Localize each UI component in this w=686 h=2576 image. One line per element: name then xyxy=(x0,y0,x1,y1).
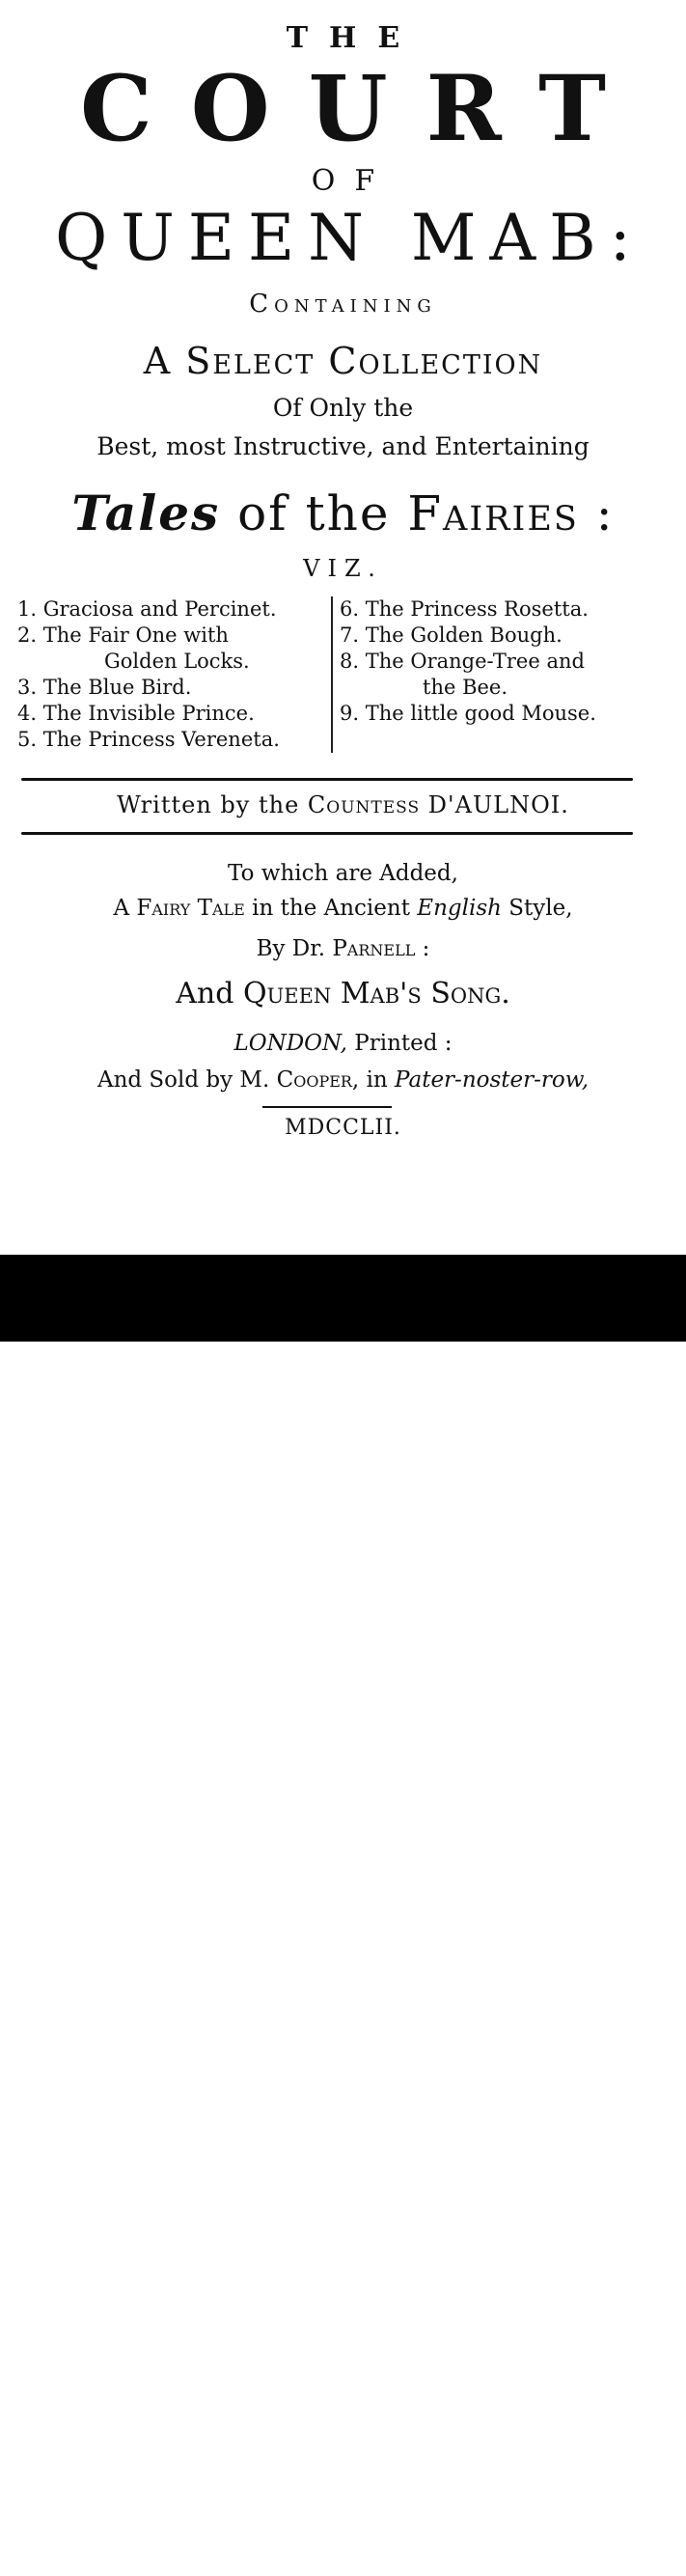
in-word: in xyxy=(366,1067,388,1093)
cooper-name: Cooper, xyxy=(276,1067,360,1093)
author-name: Countess D'AULNOI. xyxy=(307,791,569,818)
and-word: And xyxy=(176,977,234,1011)
fairy-tale-phrase: A Fairy Tale xyxy=(113,896,245,921)
london-line xyxy=(0,1031,686,1056)
english-word: English xyxy=(417,896,502,921)
viz-line: VIZ. xyxy=(303,555,383,582)
contents-right-item: 7. The Golden Bough. xyxy=(340,623,563,647)
author-line xyxy=(0,791,686,818)
contents-left-item: 3. The Blue Bird. xyxy=(17,676,192,699)
parnell-line xyxy=(0,936,686,961)
contents-left-item: 2. The Fair One with xyxy=(17,623,229,647)
contents-right-column xyxy=(340,596,668,727)
of-only-line: Of Only the xyxy=(272,394,414,422)
sold-by-line xyxy=(0,1067,686,1093)
added-line: To which are Added, xyxy=(228,861,458,886)
song-title: Queen Mab's Song. xyxy=(242,977,510,1011)
by-dr: By Dr. xyxy=(256,936,326,961)
tales-word: Tales xyxy=(71,485,221,541)
contents-divider xyxy=(331,596,333,753)
title-of: OF xyxy=(311,164,395,198)
title-the: THE xyxy=(286,21,422,55)
title-page xyxy=(0,0,686,1255)
fairy-tale-line xyxy=(0,896,686,921)
sold-by-phrase: And Sold by M. xyxy=(96,1067,270,1093)
contents-right-item: 6. The Princess Rosetta. xyxy=(340,597,589,621)
ancient-phrase: in the Ancient xyxy=(252,896,410,921)
contents-left-item: 5. The Princess Vereneta. xyxy=(17,728,280,751)
contents-right-item: the Bee. xyxy=(423,676,508,699)
london-word: LONDON, xyxy=(233,1031,347,1056)
author-prefix: Written by the xyxy=(117,791,300,818)
author-rule-top xyxy=(21,778,633,781)
style-word: Style, xyxy=(508,896,573,921)
of-the-word: of the xyxy=(237,485,391,541)
queen-mab-song-line xyxy=(0,977,686,1011)
contents-left-column xyxy=(17,596,328,753)
contents-right-item: 9. The little good Mouse. xyxy=(340,702,596,725)
publication-date: MDCCLII. xyxy=(285,1116,401,1140)
contents-left-item: 1. Graciosa and Percinet. xyxy=(17,597,277,621)
tales-of-fairies-line xyxy=(0,485,686,541)
alamy-logo: alamy xyxy=(17,2527,156,2576)
best-line: Best, most Instructive, and Entertaining xyxy=(96,432,590,460)
stock-image-id: Image ID: P5XJMM xyxy=(536,2534,669,2552)
contents-left-item: 4. The Invisible Prince. xyxy=(17,702,255,725)
select-collection-line: A Select Collection xyxy=(143,340,543,382)
author-rule-bottom xyxy=(21,832,633,835)
containing-line: Containing xyxy=(249,290,437,319)
title-queen-mab: QUEEN MAB: xyxy=(55,201,645,275)
watermark-bar xyxy=(0,1255,686,2576)
pater-noster-row: Pater-noster-row, xyxy=(395,1067,590,1093)
title-court: COURT xyxy=(79,56,645,162)
stock-url: www.alamy.com xyxy=(552,2558,669,2575)
date-rule xyxy=(262,1106,392,1108)
contents-right-item: 8. The Orange-Tree and xyxy=(340,650,585,673)
fairies-word: Fairies : xyxy=(407,485,615,541)
printed-word: Printed : xyxy=(354,1031,453,1056)
parnell-name: Parnell : xyxy=(332,936,430,961)
contents-left-item: Golden Locks. xyxy=(104,650,250,673)
